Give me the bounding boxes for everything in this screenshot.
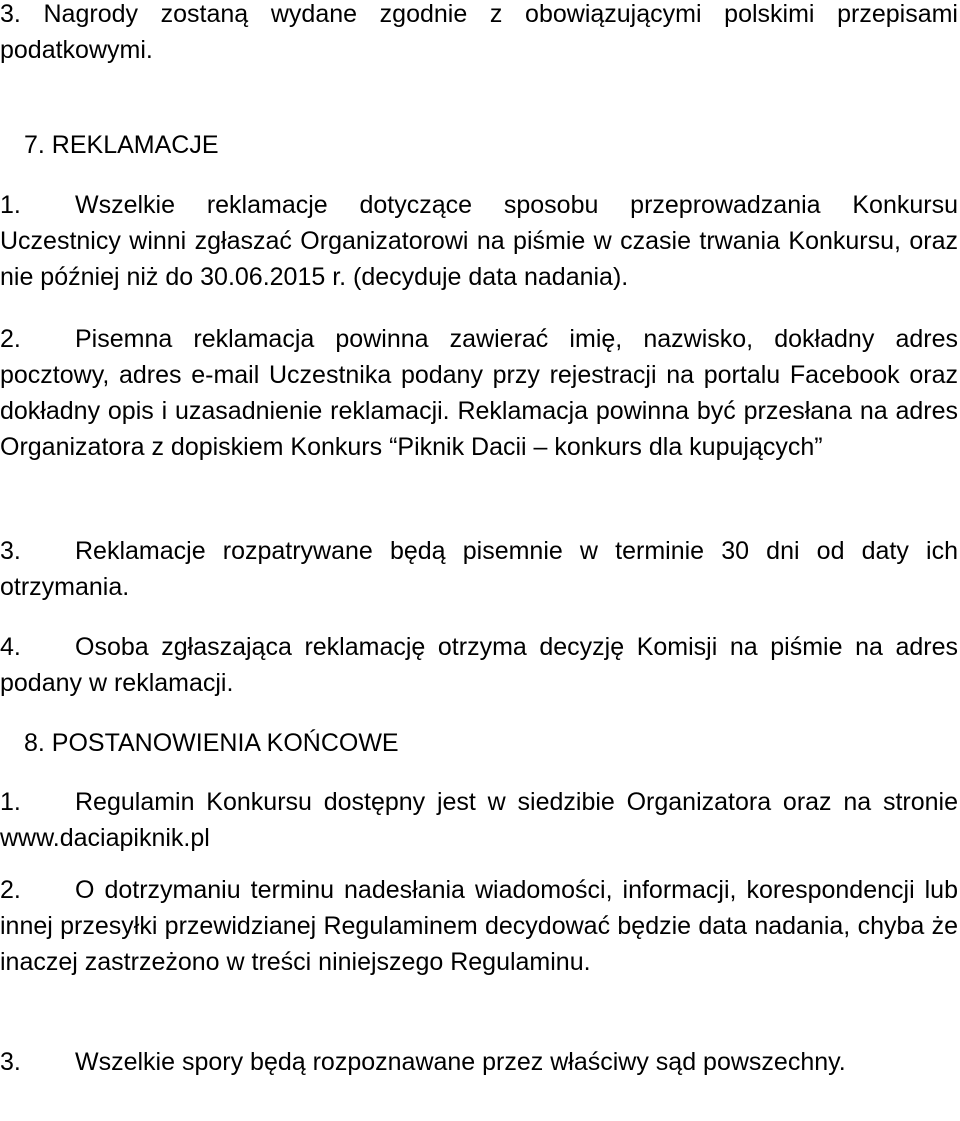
item-number: 1.: [0, 191, 21, 219]
section-7-item-3: [0, 533, 958, 605]
section-8-item-1: [0, 784, 958, 856]
item-text: Wszelkie spory będą rozpoznawane przez właściwy sąd powszechny.: [75, 1048, 846, 1076]
section-7-item-2: [0, 321, 958, 465]
item-number: 3.: [0, 537, 21, 565]
item-text: Pisemna reklamacja powinna zawierać imię, nazwisko, dokładny adres pocztowy, adres e-mail Uczestnika podany przy rejestracji na portalu Facebook oraz dokładny opis i uzasadnienie reklamacji. Reklamacja powinna być przesłana na adres Organizatora z dopiskiem Konkurs “Piknik Dacii – konkurs dla kupujących”: [0, 325, 958, 461]
section-7-heading: 7. REKLAMACJE: [24, 131, 219, 159]
item-number: 2.: [0, 325, 21, 353]
item-text: O dotrzymaniu terminu nadesłania wiadomości, informacji, korespondencji lub innej przesyłki przewidzianej Regulaminem decydować będzie data nadania, chyba że inaczej zastrzeżono w treści niniejszego Regulaminu.: [0, 876, 958, 976]
item-text: Regulamin Konkursu dostępny jest w siedzibie Organizatora oraz na stronie www.daciapiknik.pl: [0, 788, 958, 852]
item-number: 1.: [0, 788, 21, 816]
section-7-item-1: [0, 187, 958, 295]
item-text: Osoba zgłaszająca reklamację otrzyma decyzję Komisji na piśmie na adres podany w reklamacji.: [0, 633, 958, 697]
item-number: 2.: [0, 876, 21, 904]
section-8-item-2: [0, 872, 958, 980]
item-text: Wszelkie reklamacje dotyczące sposobu przeprowadzania Konkursu Uczestnicy winni zgłaszać Organizatorowi na piśmie w czasie trwania Konkursu, oraz nie później niż do 30.06.2015 r. (decyduje data nadania).: [0, 191, 958, 291]
section-8-heading: 8. POSTANOWIENIA KOŃCOWE: [24, 729, 399, 757]
item-text: Reklamacje rozpatrywane będą pisemnie w terminie 30 dni od daty ich otrzymania.: [0, 537, 958, 601]
section-8-item-3: [0, 1044, 958, 1080]
item-number: 3.: [0, 1048, 21, 1076]
item-number: 4.: [0, 633, 21, 661]
paragraph-prizes-tax: 3. Nagrody zostaną wydane zgodnie z obowiązującymi polskimi przepisami podatkowymi.: [0, 0, 958, 64]
section-7-item-4: [0, 629, 958, 701]
